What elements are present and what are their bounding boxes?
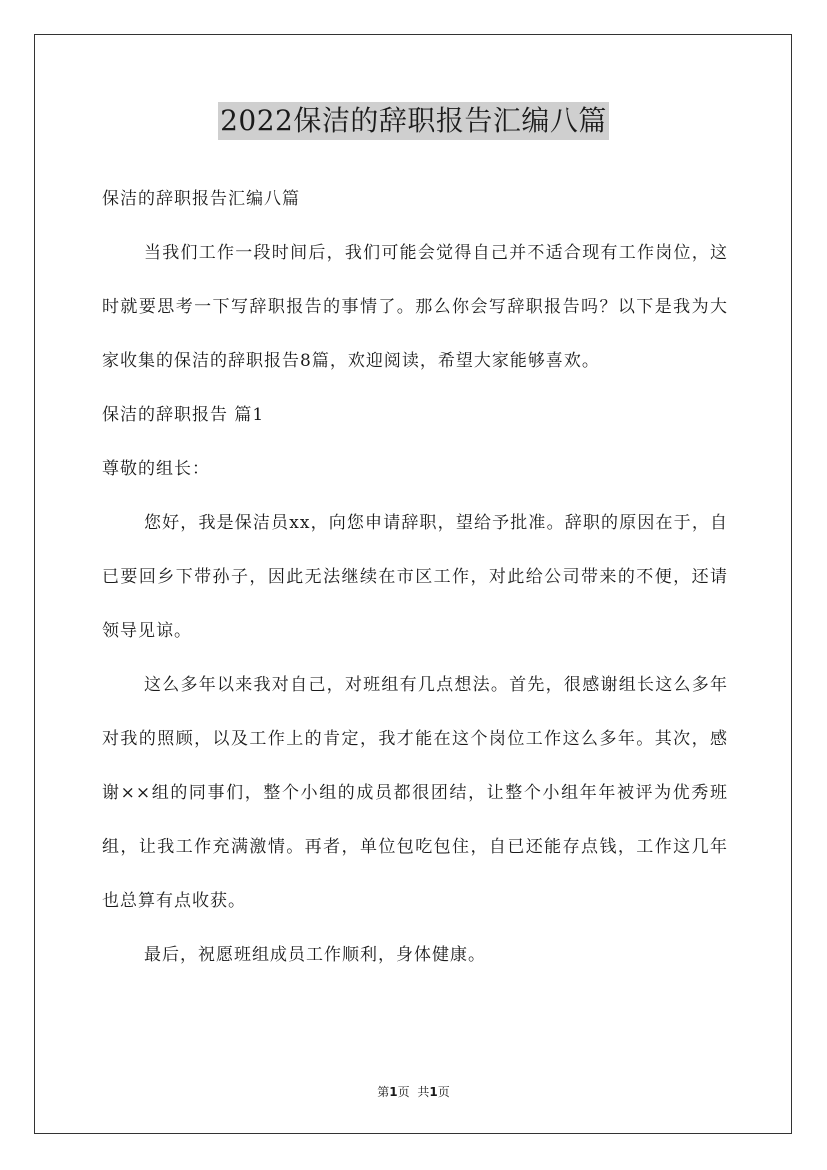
- page-number: 1: [389, 1085, 398, 1099]
- paragraph-intro: 当我们工作一段时间后，我们可能会觉得自己并不适合现有工作岗位，这时就要思考一下写辞职报告的事情了。那么你会写辞职报告吗？以下是我为大家收集的保洁的辞职报告8篇，欢迎阅读，希望大家能够喜欢。: [102, 243, 728, 371]
- salutation: 尊敬的组长：: [102, 459, 210, 479]
- document-title: 2022保洁的辞职报告汇编八篇: [218, 102, 609, 140]
- document-body: [102, 172, 728, 982]
- page-footer: [0, 1082, 827, 1102]
- paragraph-subtitle: 保洁的辞职报告汇编八篇: [102, 189, 300, 209]
- page-prefix: 第: [377, 1085, 390, 1099]
- total-prefix: 共: [417, 1085, 430, 1099]
- title-container: [0, 102, 827, 140]
- page-suffix: 页: [397, 1085, 410, 1099]
- paragraph-closing: 最后，祝愿班组成员工作顺利，身体健康。: [144, 945, 486, 965]
- paragraph-thanks: 这么多年以来我对自己，对班组有几点想法。首先，很感谢组长这么多年对我的照顾，以及工作上的肯定，我才能在这个岗位工作这么多年。其次，感谢××组的同事们，整个小组的成员都很团结，让整个小组年年被评为优秀班组，让我工作充满激情。再者，单位包吃包住，自已还能存点钱，工作这几年也总算有点收获。: [102, 675, 728, 911]
- page-total: 1: [429, 1085, 438, 1099]
- total-suffix: 页: [437, 1085, 450, 1099]
- paragraph-request: 您好，我是保洁员xx，向您申请辞职，望给予批准。辞职的原因在于，自已要回乡下带孙子，因此无法继续在市区工作，对此给公司带来的不便，还请领导见谅。: [102, 513, 728, 641]
- section-heading: 保洁的辞职报告 篇1: [102, 405, 265, 425]
